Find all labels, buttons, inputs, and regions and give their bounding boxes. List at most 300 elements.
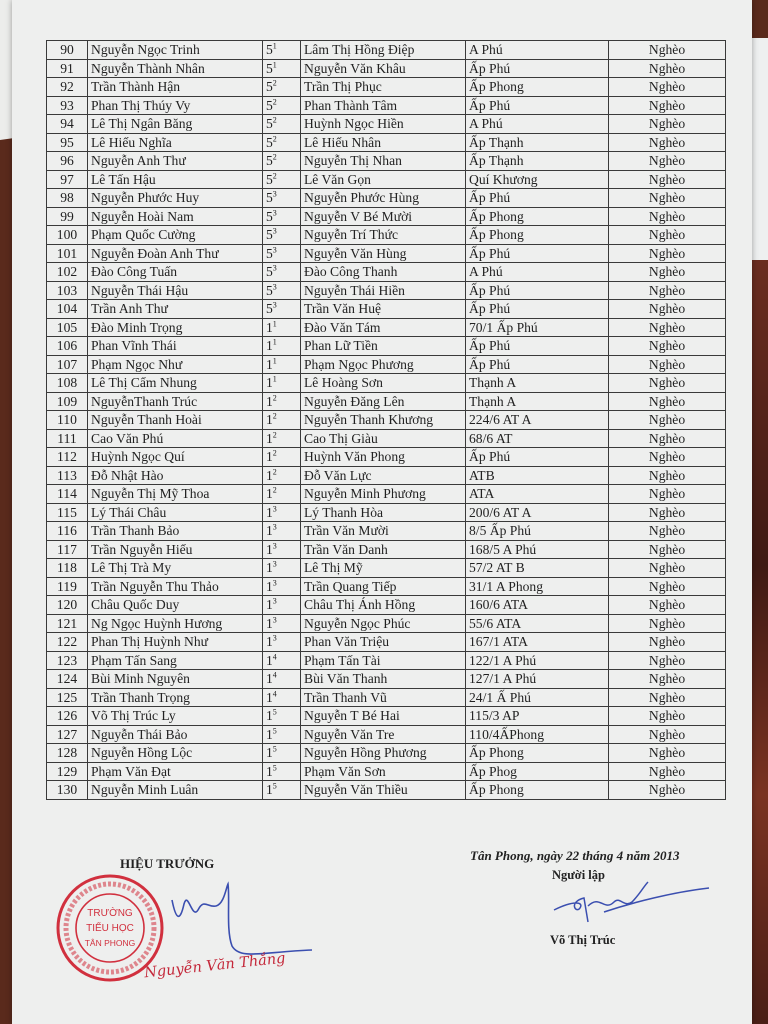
row-number: 104: [47, 300, 88, 319]
table-row: [47, 503, 726, 522]
class-grade: 1: [266, 541, 273, 557]
table-row: [47, 152, 726, 171]
class-grade: 1: [266, 763, 273, 779]
row-number: 125: [47, 688, 88, 707]
status: Nghèo: [609, 429, 726, 448]
class-cell: [263, 411, 301, 430]
class-cell: [263, 522, 301, 541]
status: Nghèo: [609, 41, 726, 60]
status: Nghèo: [609, 633, 726, 652]
class-section: 2: [272, 448, 277, 458]
class-cell: [263, 503, 301, 522]
status: Nghèo: [609, 355, 726, 374]
class-grade: 1: [266, 393, 273, 409]
class-cell: [263, 485, 301, 504]
student-name: Nguyễn Thị Mỹ Thoa: [88, 485, 263, 504]
class-cell: [263, 466, 301, 485]
student-name: Phạm Ngọc Như: [88, 355, 263, 374]
address: Ấp Phong: [466, 207, 609, 226]
class-grade: 5: [266, 116, 273, 132]
table-row: [47, 522, 726, 541]
address: Ấp Phú: [466, 96, 609, 115]
class-section: 5: [272, 763, 277, 773]
class-cell: [263, 448, 301, 467]
status: Nghèo: [609, 781, 726, 800]
student-name: Lê Thị Trà My: [88, 559, 263, 578]
status: Nghèo: [609, 59, 726, 78]
address: Ấp Phú: [466, 281, 609, 300]
row-number: 100: [47, 226, 88, 245]
student-name: Phạm Tấn Sang: [88, 651, 263, 670]
class-cell: [263, 78, 301, 97]
address: A Phú: [466, 263, 609, 282]
principal-title: HIỆU TRƯỞNG: [120, 856, 215, 871]
table-row: [47, 170, 726, 189]
status: Nghèo: [609, 614, 726, 633]
parent-name: Lâm Thị Hồng Điệp: [301, 41, 466, 60]
parent-name: Nguyễn Văn Khâu: [301, 59, 466, 78]
parent-name: Đào Công Thanh: [301, 263, 466, 282]
class-section: 3: [272, 578, 277, 588]
address: 168/5 A Phú: [466, 540, 609, 559]
class-section: 3: [272, 245, 277, 255]
class-grade: 1: [266, 745, 273, 761]
address: 24/1 Ấ Phú: [466, 688, 609, 707]
class-grade: 5: [266, 42, 273, 58]
address: Ấp Phú: [466, 448, 609, 467]
class-cell: [263, 59, 301, 78]
table-row: [47, 392, 726, 411]
stamp-line-1: TRƯỜNG: [87, 908, 133, 919]
address: 55/6 ATA: [466, 614, 609, 633]
table-row: [47, 133, 726, 152]
row-number: 123: [47, 651, 88, 670]
parent-name: Phạm Ngọc Phương: [301, 355, 466, 374]
table-row: [47, 540, 726, 559]
student-name: Nguyễn Đoàn Anh Thư: [88, 244, 263, 263]
student-name: Châu Quốc Duy: [88, 596, 263, 615]
table-row: [47, 115, 726, 134]
parent-name: Phạm Văn Sơn: [301, 762, 466, 781]
class-grade: 1: [266, 486, 273, 502]
address: Ấp Phú: [466, 59, 609, 78]
status: Nghèo: [609, 744, 726, 763]
table-row: [47, 96, 726, 115]
status: Nghèo: [609, 725, 726, 744]
table-row: [47, 559, 726, 578]
row-number: 120: [47, 596, 88, 615]
class-grade: 5: [266, 190, 273, 206]
maker-signature: [544, 872, 714, 928]
table-row: [47, 263, 726, 282]
student-name: Đào Minh Trọng: [88, 318, 263, 337]
table-row: [47, 41, 726, 60]
parent-name: Nguyễn Văn Thiều: [301, 781, 466, 800]
student-name: Nguyễn Anh Thư: [88, 152, 263, 171]
class-grade: 5: [266, 227, 273, 243]
address: Ấp Phú: [466, 244, 609, 263]
parent-name: Nguyễn Văn Hùng: [301, 244, 466, 263]
class-grade: 1: [266, 319, 273, 335]
address: Quí Khương: [466, 170, 609, 189]
class-grade: 5: [266, 245, 273, 261]
class-section: 4: [272, 652, 277, 662]
status: Nghèo: [609, 226, 726, 245]
table-row: [47, 207, 726, 226]
status: Nghèo: [609, 374, 726, 393]
class-section: 2: [272, 152, 277, 162]
student-name: Nguyễn Ngọc Trinh: [88, 41, 263, 60]
row-number: 121: [47, 614, 88, 633]
parent-name: Nguyễn Phước Hùng: [301, 189, 466, 208]
address: ATB: [466, 466, 609, 485]
class-grade: 1: [266, 560, 273, 576]
student-name: NguyễnThanh Trúc: [88, 392, 263, 411]
class-section: 5: [272, 726, 277, 736]
student-name: Nguyễn Thái Bảo: [88, 725, 263, 744]
row-number: 97: [47, 170, 88, 189]
class-grade: 1: [266, 412, 273, 428]
class-cell: [263, 392, 301, 411]
parent-name: Nguyễn Minh Phương: [301, 485, 466, 504]
class-cell: [263, 374, 301, 393]
status: Nghèo: [609, 263, 726, 282]
class-cell: [263, 429, 301, 448]
student-name: Nguyễn Hồng Lộc: [88, 744, 263, 763]
student-name: Lê Tấn Hậu: [88, 170, 263, 189]
parent-name: Trần Thị Phục: [301, 78, 466, 97]
row-number: 92: [47, 78, 88, 97]
row-number: 93: [47, 96, 88, 115]
class-section: 3: [272, 522, 277, 532]
student-name: Nguyễn Thanh Hoài: [88, 411, 263, 430]
status: Nghèo: [609, 337, 726, 356]
status: Nghèo: [609, 540, 726, 559]
class-grade: 5: [266, 60, 273, 76]
student-name: Trần Thanh Trọng: [88, 688, 263, 707]
row-number: 127: [47, 725, 88, 744]
address: 160/6 ATA: [466, 596, 609, 615]
table-row: [47, 596, 726, 615]
class-grade: 5: [266, 171, 273, 187]
maker-name: Võ Thị Trúc: [550, 933, 616, 947]
row-number: 105: [47, 318, 88, 337]
table-row: [47, 281, 726, 300]
status: Nghèo: [609, 577, 726, 596]
table-row: [47, 744, 726, 763]
student-name: Trần Thành Hận: [88, 78, 263, 97]
address: Thạnh A: [466, 392, 609, 411]
class-cell: [263, 355, 301, 374]
class-section: 2: [272, 430, 277, 440]
class-grade: 5: [266, 282, 273, 298]
student-list-body: [47, 41, 726, 800]
class-section: 3: [272, 189, 277, 199]
row-number: 94: [47, 115, 88, 134]
table-row: [47, 707, 726, 726]
status: Nghèo: [609, 78, 726, 97]
student-name: Trần Thanh Bảo: [88, 522, 263, 541]
class-section: 2: [272, 97, 277, 107]
stamp-line-3: TÂN PHONG: [84, 938, 136, 948]
status: Nghèo: [609, 318, 726, 337]
class-grade: 1: [266, 782, 273, 798]
parent-name: Nguyễn Thị Nhan: [301, 152, 466, 171]
parent-name: Nguyễn Đăng Lên: [301, 392, 466, 411]
address: Ấp Phú: [466, 189, 609, 208]
status: Nghèo: [609, 503, 726, 522]
parent-name: Đỗ Văn Lực: [301, 466, 466, 485]
status: Nghèo: [609, 670, 726, 689]
status: Nghèo: [609, 207, 726, 226]
class-section: 3: [272, 541, 277, 551]
parent-name: Cao Thị Giàu: [301, 429, 466, 448]
row-number: 112: [47, 448, 88, 467]
address: 31/1 A Phong: [466, 577, 609, 596]
row-number: 114: [47, 485, 88, 504]
table-row: [47, 688, 726, 707]
class-grade: 1: [266, 375, 273, 391]
class-cell: [263, 725, 301, 744]
principal-name: Nguyễn Văn Thắng: [143, 950, 287, 982]
address: A Phú: [466, 115, 609, 134]
class-grade: 1: [266, 615, 273, 631]
class-section: 3: [272, 263, 277, 273]
student-name: Nguyễn Thành Nhân: [88, 59, 263, 78]
row-number: 99: [47, 207, 88, 226]
table-row: [47, 485, 726, 504]
status: Nghèo: [609, 281, 726, 300]
parent-name: Trần Văn Mười: [301, 522, 466, 541]
class-grade: 1: [266, 449, 273, 465]
status: Nghèo: [609, 448, 726, 467]
address: Ấp Phong: [466, 744, 609, 763]
student-name: Lý Thái Châu: [88, 503, 263, 522]
address: 68/6 AT: [466, 429, 609, 448]
class-section: 5: [272, 744, 277, 754]
row-number: 118: [47, 559, 88, 578]
table-row: [47, 374, 726, 393]
status: Nghèo: [609, 244, 726, 263]
address: Ấp Phú: [466, 355, 609, 374]
class-cell: [263, 96, 301, 115]
class-cell: [263, 633, 301, 652]
student-name: Lê Hiếu Nghĩa: [88, 133, 263, 152]
row-number: 116: [47, 522, 88, 541]
student-name: Phan Vĩnh Thái: [88, 337, 263, 356]
parent-name: Trần Quang Tiếp: [301, 577, 466, 596]
student-name: Phạm Quốc Cường: [88, 226, 263, 245]
maker-title: Người lập: [552, 868, 605, 882]
student-name: Phạm Văn Đạt: [88, 762, 263, 781]
class-grade: 5: [266, 264, 273, 280]
class-grade: 1: [266, 689, 273, 705]
parent-name: Nguyễn Thanh Khương: [301, 411, 466, 430]
class-cell: [263, 244, 301, 263]
parent-name: Phan Thành Tâm: [301, 96, 466, 115]
parent-name: Châu Thị Ánh Hồng: [301, 596, 466, 615]
address: Ấp Thạnh: [466, 152, 609, 171]
class-cell: [263, 670, 301, 689]
table-row: [47, 244, 726, 263]
class-grade: 1: [266, 578, 273, 594]
row-number: 109: [47, 392, 88, 411]
row-number: 119: [47, 577, 88, 596]
status: Nghèo: [609, 133, 726, 152]
table-row: [47, 762, 726, 781]
table-row: [47, 781, 726, 800]
row-number: 106: [47, 337, 88, 356]
class-cell: [263, 170, 301, 189]
address: 115/3 AP: [466, 707, 609, 726]
status: Nghèo: [609, 300, 726, 319]
address: Ấp Phong: [466, 78, 609, 97]
parent-name: Nguyễn T Bé Hai: [301, 707, 466, 726]
address: 122/1 A Phú: [466, 651, 609, 670]
student-name: Trần Nguyễn Thu Thảo: [88, 577, 263, 596]
parent-name: Trần Văn Danh: [301, 540, 466, 559]
row-number: 98: [47, 189, 88, 208]
row-number: 113: [47, 466, 88, 485]
row-number: 95: [47, 133, 88, 152]
status: Nghèo: [609, 115, 726, 134]
parent-name: Nguyễn Trí Thức: [301, 226, 466, 245]
row-number: 122: [47, 633, 88, 652]
student-name: Bùi Minh Nguyên: [88, 670, 263, 689]
row-number: 130: [47, 781, 88, 800]
class-section: 3: [272, 504, 277, 514]
address: 110/4ẤPhong: [466, 725, 609, 744]
parent-name: Nguyễn Hồng Phương: [301, 744, 466, 763]
student-name: Huỳnh Ngọc Quí: [88, 448, 263, 467]
table-row: [47, 670, 726, 689]
status: Nghèo: [609, 688, 726, 707]
class-grade: 5: [266, 301, 273, 317]
class-cell: [263, 781, 301, 800]
class-section: 2: [272, 115, 277, 125]
parent-name: Lê Hoàng Sơn: [301, 374, 466, 393]
status: Nghèo: [609, 466, 726, 485]
class-cell: [263, 596, 301, 615]
row-number: 102: [47, 263, 88, 282]
row-number: 101: [47, 244, 88, 263]
row-number: 115: [47, 503, 88, 522]
parent-name: Lê Hiếu Nhân: [301, 133, 466, 152]
class-section: 1: [272, 337, 277, 347]
class-section: 2: [272, 78, 277, 88]
address: Ấp Thạnh: [466, 133, 609, 152]
class-grade: 1: [266, 430, 273, 446]
address: Ấp Phong: [466, 781, 609, 800]
table-row: [47, 466, 726, 485]
table-row: [47, 614, 726, 633]
class-section: 3: [272, 596, 277, 606]
class-section: 4: [272, 670, 277, 680]
table-row: [47, 337, 726, 356]
address: Ấp Phú: [466, 300, 609, 319]
table-row: [47, 189, 726, 208]
address: 224/6 AT A: [466, 411, 609, 430]
address: Ấp Phú: [466, 337, 609, 356]
row-number: 108: [47, 374, 88, 393]
table-row: [47, 318, 726, 337]
stamp-line-2: TIỂU HỌC: [86, 923, 134, 934]
class-section: 5: [272, 781, 277, 791]
class-section: 2: [272, 485, 277, 495]
class-cell: [263, 207, 301, 226]
parent-name: Bùi Văn Thanh: [301, 670, 466, 689]
row-number: 110: [47, 411, 88, 430]
class-grade: 1: [266, 504, 273, 520]
class-cell: [263, 189, 301, 208]
address: 70/1 Ấp Phú: [466, 318, 609, 337]
status: Nghèo: [609, 485, 726, 504]
class-section: 2: [272, 411, 277, 421]
class-section: 3: [272, 282, 277, 292]
class-grade: 5: [266, 97, 273, 113]
status: Nghèo: [609, 596, 726, 615]
class-cell: [263, 300, 301, 319]
student-name: Nguyễn Phước Huy: [88, 189, 263, 208]
class-section: 3: [272, 615, 277, 625]
class-section: 4: [272, 689, 277, 699]
class-grade: 1: [266, 338, 273, 354]
address: Thạnh A: [466, 374, 609, 393]
class-section: 3: [272, 300, 277, 310]
student-name: Nguyễn Hoài Nam: [88, 207, 263, 226]
class-section: 1: [272, 374, 277, 384]
class-grade: 1: [266, 523, 273, 539]
row-number: 103: [47, 281, 88, 300]
parent-name: Phan Lữ Tiền: [301, 337, 466, 356]
table-row: [47, 448, 726, 467]
parent-name: Nguyễn Ngọc Phúc: [301, 614, 466, 633]
student-name: Nguyễn Minh Luân: [88, 781, 263, 800]
parent-name: Trần Văn Huệ: [301, 300, 466, 319]
parent-name: Nguyễn Thái Hiền: [301, 281, 466, 300]
class-cell: [263, 318, 301, 337]
row-number: 126: [47, 707, 88, 726]
table-row: [47, 411, 726, 430]
row-number: 129: [47, 762, 88, 781]
class-section: 1: [272, 356, 277, 366]
status: Nghèo: [609, 411, 726, 430]
class-cell: [263, 115, 301, 134]
parent-name: Trần Thanh Vũ: [301, 688, 466, 707]
row-number: 96: [47, 152, 88, 171]
status: Nghèo: [609, 522, 726, 541]
parent-name: Phạm Tấn Tài: [301, 651, 466, 670]
address: 200/6 AT A: [466, 503, 609, 522]
class-section: 2: [272, 393, 277, 403]
table-row: [47, 300, 726, 319]
class-cell: [263, 559, 301, 578]
status: Nghèo: [609, 170, 726, 189]
parent-name: Lê Thị Mỹ: [301, 559, 466, 578]
class-grade: 1: [266, 708, 273, 724]
class-cell: [263, 707, 301, 726]
row-number: 128: [47, 744, 88, 763]
table-row: [47, 429, 726, 448]
row-number: 117: [47, 540, 88, 559]
table-row: [47, 355, 726, 374]
table-row: [47, 78, 726, 97]
class-cell: [263, 614, 301, 633]
table-row: [47, 59, 726, 78]
class-cell: [263, 337, 301, 356]
class-cell: [263, 762, 301, 781]
row-number: 90: [47, 41, 88, 60]
